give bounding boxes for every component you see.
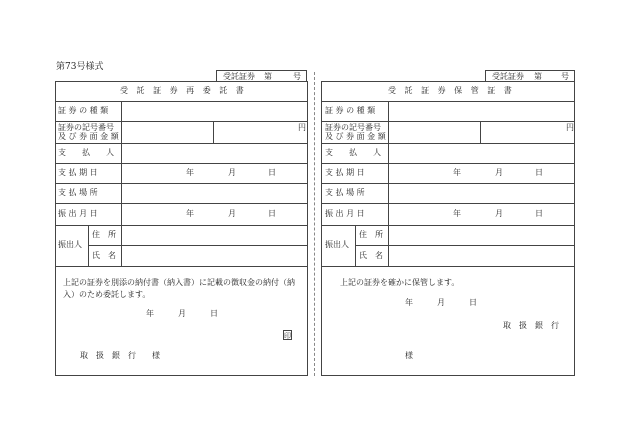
label-securities-code: 証券の記号番号 <box>58 123 114 132</box>
row-divider <box>55 203 308 204</box>
row-divider <box>55 266 308 267</box>
row-divider <box>55 121 308 122</box>
label-address: 住 所 <box>359 230 383 239</box>
year-marker: 年 <box>453 209 461 218</box>
footer-month: 月 <box>437 298 445 307</box>
label-securities-type: 証 券 の 種 類 <box>58 106 109 115</box>
label-drawer: 振出人 <box>58 240 82 249</box>
label-payment-date: 支 払 期 日 <box>58 168 98 177</box>
month-marker: 月 <box>228 209 236 218</box>
column-divider <box>388 101 389 266</box>
row-divider <box>55 143 308 144</box>
number-box-label: 受託証券 <box>492 72 524 81</box>
label-securities-code: 証券の記号番号 <box>325 123 381 132</box>
number-box-go: 号 <box>561 72 569 81</box>
row-divider <box>55 183 308 184</box>
footer-day: 日 <box>210 309 218 318</box>
seal-stamp-mark: 印 <box>284 332 291 340</box>
column-divider <box>355 225 356 266</box>
row-divider <box>321 143 575 144</box>
footer-day: 日 <box>469 298 477 307</box>
left-form-title: 受 託 証 券 再 委 託 書 <box>120 86 247 95</box>
label-payment-place: 支 払 場 所 <box>58 188 98 197</box>
day-marker: 日 <box>268 209 276 218</box>
row-divider <box>55 163 308 164</box>
label-issue-date: 振 出 月 日 <box>58 209 98 218</box>
right-note-line1: 上記の証券を確かに保管します。 <box>340 278 460 287</box>
column-divider <box>480 121 481 143</box>
column-divider <box>213 121 214 143</box>
footer-month: 月 <box>178 309 186 318</box>
column-divider <box>121 101 122 266</box>
row-divider <box>321 101 575 102</box>
month-marker: 月 <box>495 209 503 218</box>
label-face-amount: 及 び 券 面 金 額 <box>58 132 119 141</box>
number-box-go: 号 <box>293 72 301 81</box>
month-marker: 月 <box>228 168 236 177</box>
column-divider <box>88 225 89 266</box>
row-divider <box>321 121 575 122</box>
year-marker: 年 <box>186 209 194 218</box>
year-marker: 年 <box>186 168 194 177</box>
label-name: 氏 名 <box>92 251 116 260</box>
row-divider <box>321 203 575 204</box>
left-note-line2: 入）のため委託します。 <box>63 290 151 299</box>
right-sama-label: 様 <box>405 351 413 360</box>
row-divider <box>321 163 575 164</box>
day-marker: 日 <box>535 209 543 218</box>
row-divider <box>321 183 575 184</box>
right-bank-label: 取 扱 銀 行 <box>503 321 559 330</box>
yen-unit: 円 <box>298 123 306 132</box>
left-bank-label: 取 扱 銀 行 様 <box>80 351 160 360</box>
label-payer: 支 払 人 <box>58 148 114 157</box>
label-face-amount: 及 び 券 面 金 額 <box>325 132 386 141</box>
label-securities-type: 証 券 の 種 類 <box>325 106 376 115</box>
right-form-title: 受 託 証 券 保 管 証 書 <box>388 86 515 95</box>
label-address: 住 所 <box>92 230 116 239</box>
month-marker: 月 <box>495 168 503 177</box>
day-marker: 日 <box>535 168 543 177</box>
label-issue-date: 振 出 月 日 <box>325 209 365 218</box>
left-note-line1: 上記の証券を別添の納付書（納入書）に記載の徴収金の納付（納 <box>63 278 295 287</box>
footer-year: 年 <box>405 298 413 307</box>
label-payment-date: 支 払 期 日 <box>325 168 365 177</box>
day-marker: 日 <box>268 168 276 177</box>
number-box-dai: 第 <box>534 72 542 81</box>
row-divider <box>55 101 308 102</box>
footer-year: 年 <box>146 309 154 318</box>
form-number-label: 第73号様式 <box>56 62 104 72</box>
label-name: 氏 名 <box>359 251 383 260</box>
yen-unit: 円 <box>566 123 574 132</box>
label-payer: 支 払 人 <box>325 148 381 157</box>
label-drawer: 振出人 <box>325 240 349 249</box>
row-divider <box>321 225 575 226</box>
cut-line <box>314 72 315 376</box>
row-divider <box>55 225 308 226</box>
label-payment-place: 支 払 場 所 <box>325 188 365 197</box>
number-box-dai: 第 <box>264 72 272 81</box>
number-box-label: 受託証券 <box>223 72 255 81</box>
year-marker: 年 <box>453 168 461 177</box>
row-divider <box>321 266 575 267</box>
